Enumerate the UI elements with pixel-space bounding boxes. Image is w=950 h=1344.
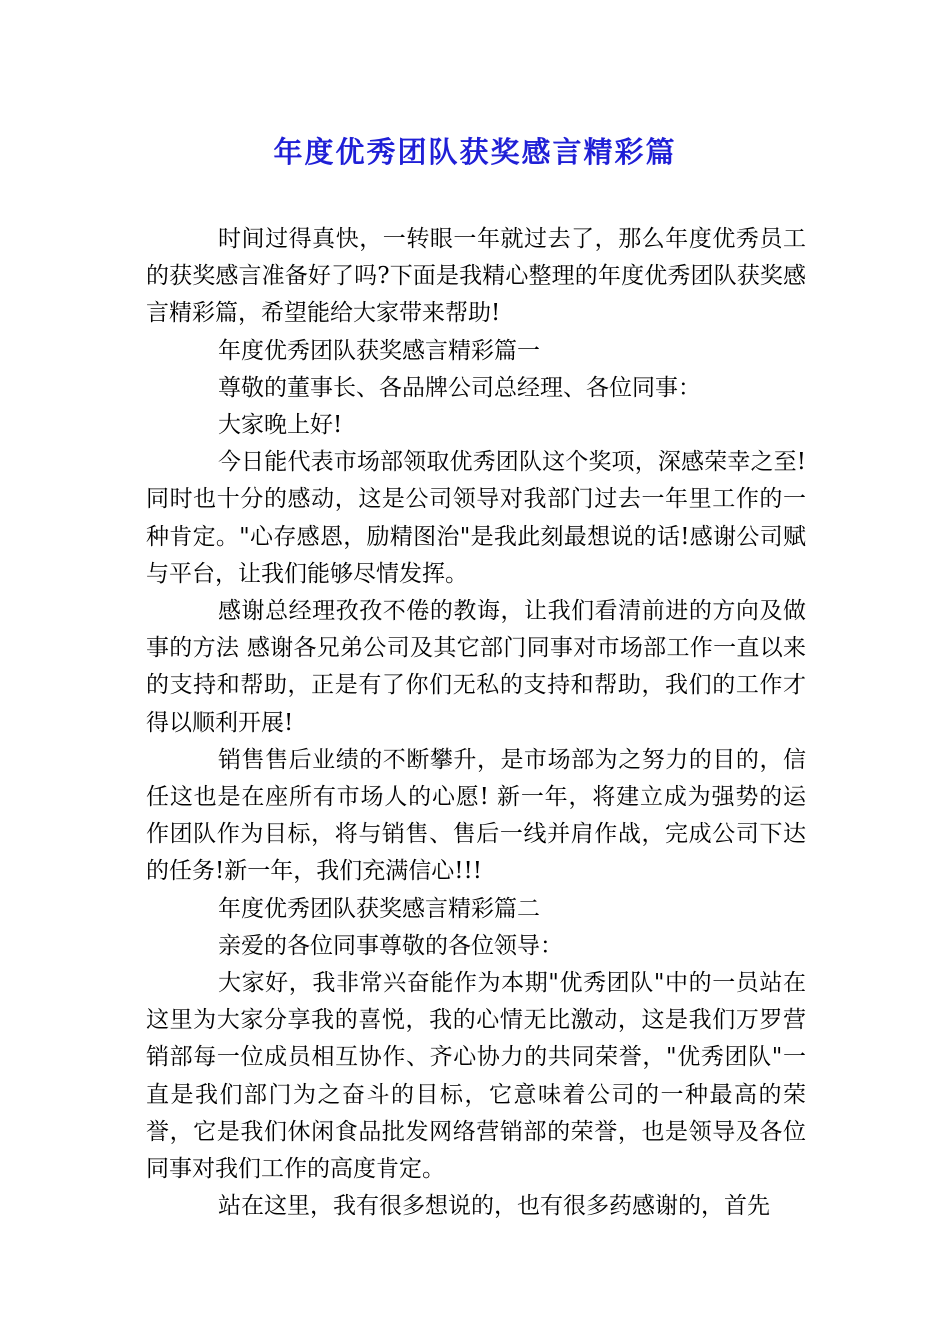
paragraph: 感谢总经理孜孜不倦的教诲，让我们看清前进的方向及做事的方法 感谢各兄弟公司及其它部门同事对市场部工作一直以来的支持和帮助，正是有了你们无私的支持和帮助，我们的工作才得以顺利开展! [146, 598, 806, 736]
salutation-2: 亲爱的各位同事尊敬的各位领导： [218, 932, 563, 959]
document-body [146, 221, 806, 1225]
section-heading-2: 年度优秀团队获奖感言精彩篇二 [218, 895, 540, 922]
paragraph: 站在这里，我有很多想说的，也有很多药感谢的，首先 [218, 1193, 770, 1220]
section-heading-1: 年度优秀团队获奖感言精彩篇一 [218, 337, 540, 364]
paragraph: 今日能代表市场部领取优秀团队这个奖项，深感荣幸之至!同时也十分的感动，这是公司领导对我部门过去一年里工作的一种肯定。"心存感恩，励精图治"是我此刻最想说的话!感谢公司赋与平台，让我们能够尽情发挥。 [146, 449, 806, 587]
salutation-1: 尊敬的董事长、各品牌公司总经理、各位同事： [218, 374, 701, 401]
document-title: 年度优秀团队获奖感言精彩篇 [273, 135, 677, 169]
paragraph: 大家好，我非常兴奋能作为本期"优秀团队"中的一员站在这里为大家分享我的喜悦，我的心情无比激动，这是我们万罗营销部每一位成员相互协作、齐心协力的共同荣誉，"优秀团队"一直是我们部门为之奋斗的目标，它意味着公司的一种最高的荣誉，它是我们休闲食品批发网络营销部的荣誉，也是领导及各位同事对我们工作的高度肯定。 [146, 970, 806, 1183]
paragraph-intro: 时间过得真快，一转眼一年就过去了，那么年度优秀员工的获奖感言准备好了吗?下面是我精心整理的年度优秀团队获奖感言精彩篇，希望能给大家带来帮助! [146, 226, 806, 327]
greeting-1: 大家晚上好! [218, 412, 343, 439]
paragraph: 销售售后业绩的不断攀升，是市场部为之努力的目的，信任这也是在座所有市场人的心愿! 新一年，将建立成为强势的运作团队作为目标，将与销售、售后一线并肩作战，完成公司下达的任务!新一年，我们充满信心!!! [146, 746, 806, 885]
